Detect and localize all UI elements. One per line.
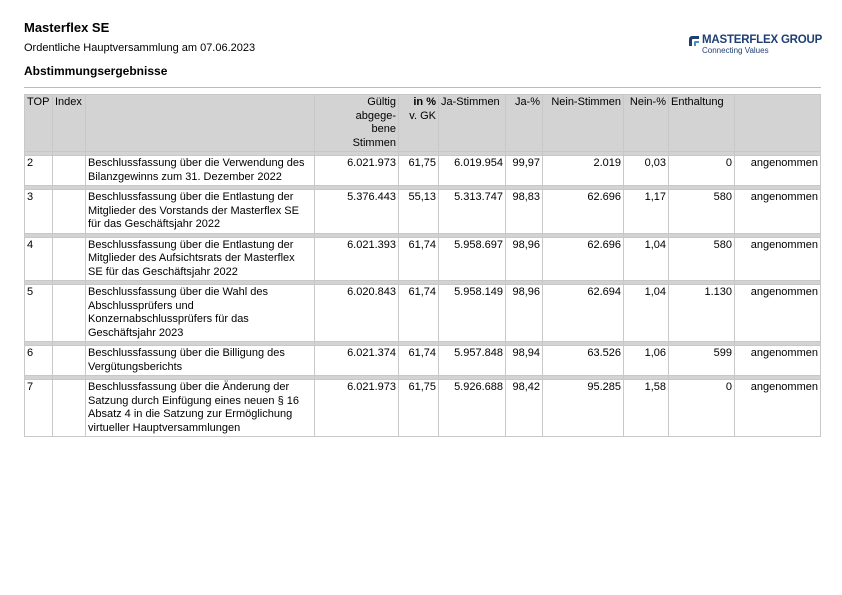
cell-no-votes: 62.696 [543,237,624,281]
cell-agenda-text: Beschlussfassung über die Wahl des Abschlussprüfers und Konzernabschlussprüfers für das Geschäftsjahr 2023 [86,285,315,342]
cell-index [53,380,86,437]
cell-valid-votes: 6.020.843 [315,285,399,342]
table-row [25,380,821,437]
cell-top: 4 [25,237,53,281]
table-body [25,152,821,437]
cell-yes-votes: 5.957.848 [439,346,506,376]
cell-no-percent: 1,06 [624,346,669,376]
cell-result: angenommen [735,190,821,234]
cell-yes-percent: 98,94 [506,346,543,376]
logo-name: MASTERFLEX GROUP [702,34,823,46]
col-header-no-percent: Nein-% [624,95,669,152]
col-header-percent-capital-line2: v. GK [409,109,436,122]
cell-abstention: 580 [669,190,735,234]
cell-agenda-text: Beschlussfassung über die Entlastung der Mitglieder des Vorstands der Masterflex SE für das Geschäftsjahr 2022 [86,190,315,234]
company-logo [688,33,828,57]
col-header-text [86,95,315,152]
table-row [25,285,821,342]
cell-abstention: 599 [669,346,735,376]
cell-agenda-text: Beschlussfassung über die Änderung der Satzung durch Einfügung eines neuen § 16 Absatz 4 in die Satzung zur Ermöglichung virtueller Hauptversammlungen [86,380,315,437]
cell-yes-votes: 6.019.954 [439,156,506,186]
col-header-abstention: Enthaltung [669,95,735,152]
cell-agenda-text: Beschlussfassung über die Billigung des Vergütungsberichts [86,346,315,376]
col-header-yes-votes: Ja-Stimmen [439,95,506,152]
cell-result: angenommen [735,237,821,281]
cell-result: angenommen [735,346,821,376]
cell-valid-votes: 5.376.443 [315,190,399,234]
table-row [25,190,821,234]
cell-no-percent: 1,58 [624,380,669,437]
cell-yes-percent: 98,83 [506,190,543,234]
cell-yes-percent: 98,96 [506,285,543,342]
cell-yes-votes: 5.926.688 [439,380,506,437]
cell-index [53,346,86,376]
cell-yes-percent: 99,97 [506,156,543,186]
col-header-valid-votes-line2: abgege- [355,109,396,122]
cell-no-percent: 0,03 [624,156,669,186]
header-divider [24,87,821,88]
col-header-index: Index [53,95,86,152]
col-header-valid-votes-line4: Stimmen [352,136,396,149]
col-header-no-votes: Nein-Stimmen [543,95,624,152]
cell-index [53,156,86,186]
cell-no-votes: 2.019 [543,156,624,186]
table-header-row [25,95,821,152]
logo-tagline: Connecting Values [702,46,769,55]
cell-top: 6 [25,346,53,376]
cell-no-votes: 62.696 [543,190,624,234]
cell-yes-votes: 5.958.149 [439,285,506,342]
cell-percent-capital: 61,74 [399,346,439,376]
cell-valid-votes: 6.021.973 [315,380,399,437]
cell-result: angenommen [735,380,821,437]
cell-valid-votes: 6.021.374 [315,346,399,376]
meeting-subtitle: Ordentliche Hauptversammlung am 07.06.2023 [24,42,256,54]
cell-percent-capital: 61,75 [399,380,439,437]
cell-agenda-text: Beschlussfassung über die Entlastung der Mitglieder des Aufsichtsrats der Masterflex SE für das Geschäftsjahr 2022 [86,237,315,281]
cell-no-percent: 1,04 [624,237,669,281]
col-header-yes-percent: Ja-% [506,95,543,152]
cell-abstention: 580 [669,237,735,281]
voting-results-table [24,94,821,437]
cell-no-percent: 1,17 [624,190,669,234]
cell-yes-votes: 5.958.697 [439,237,506,281]
table-row [25,346,821,376]
cell-percent-capital: 61,74 [399,285,439,342]
cell-percent-capital: 61,74 [399,237,439,281]
cell-abstention: 0 [669,156,735,186]
company-name: Masterflex SE [24,20,110,35]
cell-no-votes: 63.526 [543,346,624,376]
cell-index [53,285,86,342]
cell-yes-percent: 98,96 [506,237,543,281]
cell-index [53,190,86,234]
col-header-valid-votes-line3: bene [371,123,396,135]
cell-valid-votes: 6.021.973 [315,156,399,186]
cell-top: 7 [25,380,53,437]
cell-abstention: 0 [669,380,735,437]
cell-top: 2 [25,156,53,186]
cell-percent-capital: 61,75 [399,156,439,186]
cell-no-votes: 95.285 [543,380,624,437]
cell-result: angenommen [735,285,821,342]
col-header-percent-capital [399,95,439,152]
cell-abstention: 1.130 [669,285,735,342]
page-title: Abstimmungsergebnisse [24,64,168,78]
cell-yes-votes: 5.313.747 [439,190,506,234]
cell-top: 5 [25,285,53,342]
cell-top: 3 [25,190,53,234]
logo-mark-icon [688,35,700,47]
cell-no-percent: 1,04 [624,285,669,342]
cell-agenda-text: Beschlussfassung über die Verwendung des Bilanzgewinns zum 31. Dezember 2022 [86,156,315,186]
cell-result: angenommen [735,156,821,186]
col-header-top: TOP [25,95,53,152]
col-header-result [735,95,821,152]
table-row [25,237,821,281]
cell-valid-votes: 6.021.393 [315,237,399,281]
col-header-valid-votes [315,95,399,152]
cell-yes-percent: 98,42 [506,380,543,437]
cell-index [53,237,86,281]
table-row [25,156,821,186]
col-header-valid-votes-line1: Gültig [367,96,396,108]
cell-percent-capital: 55,13 [399,190,439,234]
cell-no-votes: 62.694 [543,285,624,342]
col-header-percent-capital-line1: in % [413,96,436,108]
